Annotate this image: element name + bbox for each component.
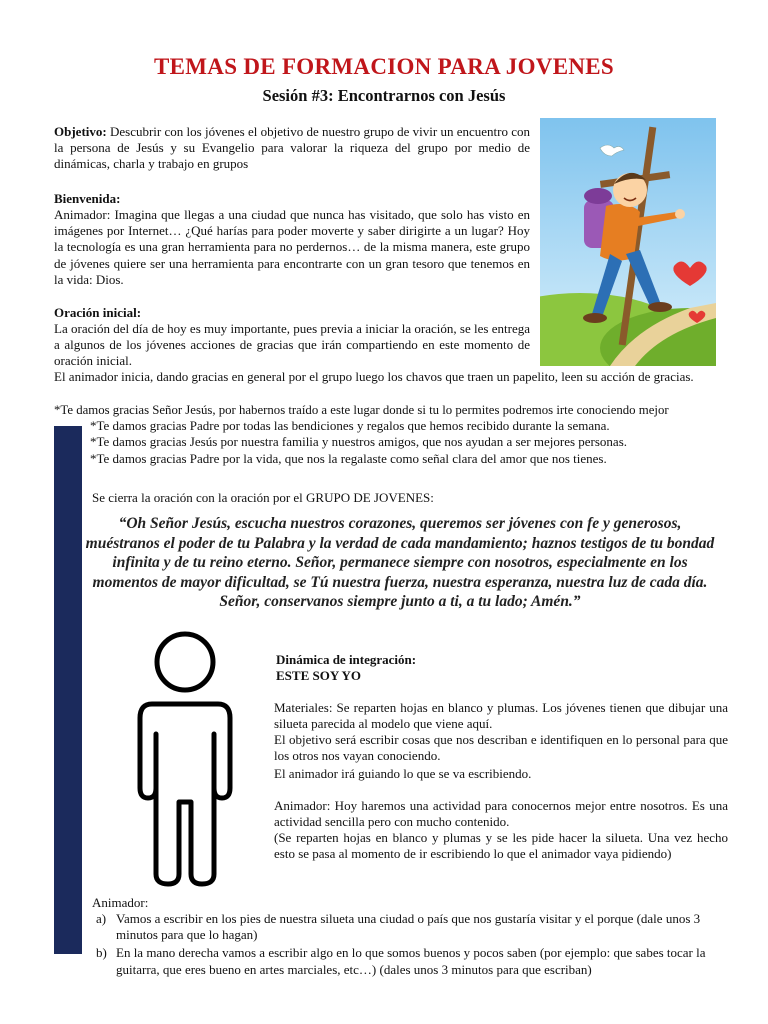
person-silhouette-icon (106, 622, 264, 892)
welcome-text: Animador: Imagina que llegas a una ciudad que nunca has visitado, que solo has visto en imágenes por Internet… ¿Qué harías para poder moverte y saber dirigirte a un lugar? Hoy la tecnología es una gran herramienta para no perdernos… de la misma manera, este grupo de jóvenes quiere ser una herramienta para encontrarte con un gran tesoro que tenemos en la vida: Dios. (54, 207, 530, 287)
dynamic-objective: El objetivo será escribir cosas que nos describan e identifiquen en lo personal para que los otros nos vayan conociendo. (274, 732, 728, 764)
steps-list (86, 911, 728, 980)
sidebar-bar (54, 426, 82, 954)
objective-label: Objetivo: (54, 124, 107, 139)
thanks-line-3: *Te damos gracias Jesús por nuestra familia y nuestros amigos, que nos ayudan a ser mejores personas. (90, 434, 628, 449)
steps-label: Animador: (92, 895, 149, 910)
list-marker: a) (96, 911, 107, 926)
thanks-line-1: *Te damos gracias Señor Jesús, por habernos traído a este lugar donde si tu lo permites podremos irte conociendo mejor (54, 403, 669, 417)
document-title: TEMAS DE FORMACION PARA JOVENES (154, 54, 614, 79)
welcome-heading: Bienvenida: (54, 191, 121, 206)
prayer-text: La oración del día de hoy es muy importante, pues previa a iniciar la oración, se les entrega a algunos de los jóvenes acciones de gracias que irán compartiendo en este momento de oración inicial. (54, 321, 530, 369)
prayer-instruction: El animador inicia, dando gracias en general por el grupo luego los chavos que traen un papelito, leen su acción de gracias. (54, 369, 694, 384)
thanks-line-2: *Te damos gracias Padre por todas las bendiciones y regalos que hemos recibido durante la semana. (90, 418, 610, 433)
list-item (86, 911, 728, 943)
list-item (86, 945, 728, 977)
person-silhouette (106, 622, 264, 892)
prayer-heading: Oración inicial: (54, 305, 142, 320)
objective-section (54, 124, 530, 173)
hiker-with-cross-icon (540, 118, 716, 366)
session-subtitle: Sesión #3: Encontrarnos con Jesús (262, 86, 506, 105)
materials-text: Materiales: Se reparten hojas en blanco y plumas. Los jóvenes tienen que dibujar una silueta parecida al modelo que viene aquí. (274, 700, 728, 732)
hiker-illustration (540, 118, 716, 366)
dynamic-note: (Se reparten hojas en blanco y plumas y se les pide hacer la silueta. Una vez hecho esto se pasa al momento de ir escribiendo lo que el animador vaya pidiendo) (274, 830, 728, 862)
group-prayer-quote: “Oh Señor Jesús, escucha nuestros corazones, queremos ser jóvenes con fe y generosos, muéstranos el poder de tu Palabra y la verdad de cada mandamiento; haznos testigos de tu bondad infinita y de tu reino eterno. Señor, permanece siempre con nosotros, especialmente en los momentos de mayor dificultad, se Tú nuestra fuerza, nuestra esperanza, nuestra luz de cada día. Señor, conservanos siempre junto a ti, a tu lado; Amén.” (85, 515, 715, 611)
animator-intro: Animador: Hoy haremos una actividad para conocernos mejor entre nosotros. Es una actividad sencilla pero con mucho contenido. (274, 798, 728, 830)
dynamic-guide: El animador irá guiando lo que se va escribiendo. (274, 766, 532, 781)
list-marker: b) (96, 945, 107, 961)
prayer-closing: Se cierra la oración con la oración por el GRUPO DE JOVENES: (92, 490, 434, 505)
thanks-line-4: *Te damos gracias Padre por la vida, que nos la regalaste como señal clara del amor que nos tienes. (90, 451, 607, 466)
dynamic-heading: Dinámica de integración: (276, 652, 417, 667)
list-item-text: Vamos a escribir en los pies de nuestra silueta una ciudad o país que nos gustaría visitar y el porque (dale unos 3 minutos para que lo hagan) (116, 911, 701, 943)
dynamic-name: ESTE SOY YO (276, 668, 362, 683)
objective-text: Descubrir con los jóvenes el objetivo de nuestro grupo de vivir un encuentro con la persona de Jesús y su Evangelio para valorar la riqueza del grupo por medio de dinámicas, charla y trabajo en grupos (54, 124, 531, 172)
list-item-text: En la mano derecha vamos a escribir algo en lo que somos buenos y pocos saben (por ejemplo: que sabes tocar la guitarra, que eres bueno en artes marciales, etc…) (dales unos 3 minutos para que escriban) (116, 945, 706, 977)
